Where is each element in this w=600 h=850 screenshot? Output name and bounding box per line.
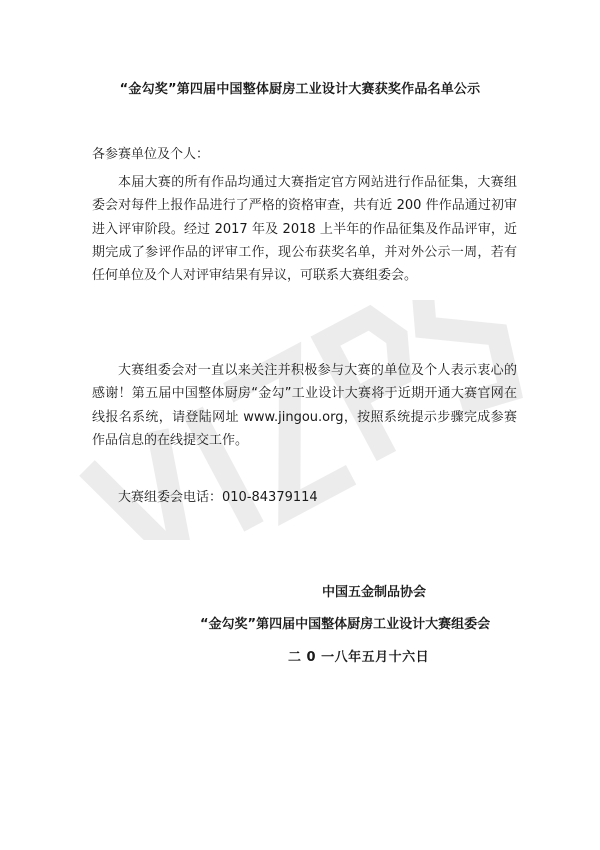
contact-phone: 大赛组委会电话：010-84379114 — [118, 490, 318, 505]
signature-committee: “金勾奖”第四届中国整体厨房工业设计大赛组委会 — [200, 617, 491, 632]
body-paragraph-1: 本届大赛的所有作品均通过大赛指定官方网站进行作品征集，大赛组委会对每件上报作品进行了严格的资格审查，共有近 200 件作品通过初审进入评审阶段。经过 2017 年及 2018 上半年的作品征集及作品评审，近期完成了参评作品的评审工作，现公布获奖名单，并对外公示一周，若有任何单位及个人对评审结果有异议，可联系大赛组委会。 — [92, 175, 517, 284]
signature-date: 二 0 一八年五月十六日 — [288, 650, 430, 665]
salutation: 各参赛单位及个人： — [92, 147, 210, 162]
signature-organization: 中国五金制品协会 — [322, 585, 427, 600]
document-title: “金勾奖”第四届中国整体厨房工业设计大赛获奖作品名单公示 — [119, 82, 481, 97]
body-paragraph-2: 大赛组委会对一直以来关注并积极参与大赛的单位及个人表示衷心的感谢！第五届中国整体厨房“金勾”工业设计大赛将于近期开通大赛官网在线报名系统，请登陆网址 www.jingou.org，按照系统提示步骤完成参赛作品信息的在线提交工作。 — [92, 363, 517, 448]
